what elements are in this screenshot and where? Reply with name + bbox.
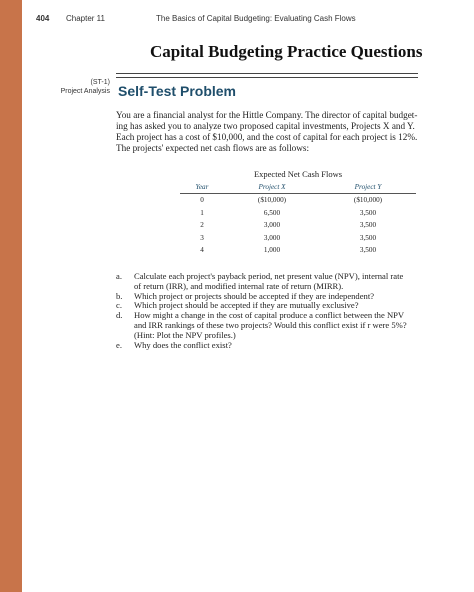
left-margin-bar: [0, 0, 22, 592]
table-cell: 4: [200, 246, 204, 255]
table-cell: 3: [200, 233, 204, 242]
question-item: [116, 272, 426, 292]
column-header-project-x: Project X: [258, 183, 286, 191]
table-cell: ($10,000): [353, 196, 383, 205]
table-cell: 3,500: [359, 221, 377, 230]
table-row: [180, 219, 416, 232]
cash-flow-table: [180, 183, 416, 257]
table-row: [180, 207, 416, 220]
question-text: (Hint: Plot the NPV profiles.): [134, 329, 236, 340]
column-header-year: Year: [195, 183, 209, 191]
chapter-title: The Basics of Capital Budgeting: Evaluating Cash Flows: [156, 14, 356, 23]
table-row: [180, 244, 416, 257]
table-cell: 3,000: [263, 233, 281, 242]
table-cell: 2: [200, 221, 204, 230]
question-letter: a.: [116, 271, 122, 281]
table-header-row: [180, 183, 416, 194]
question-text: and IRR rankings of these two projects? Would this conflict exist if r were 5%?: [134, 319, 407, 330]
margin-note: [36, 78, 110, 96]
chapter-label: Chapter 11: [66, 14, 105, 23]
table-row: [180, 232, 416, 245]
margin-note-label: Project Analysis: [60, 88, 110, 95]
table-cell: ($10,000): [257, 196, 287, 205]
question-text: of return (IRR), and modified internal rate of return (MIRR).: [134, 280, 344, 291]
table-cell: 1: [200, 208, 204, 217]
question-text: Calculate each project's payback period, net present value (NPV), internal rate: [134, 271, 404, 281]
question-text: How might a change in the cost of capital produce a conflict between the NPV: [134, 310, 405, 321]
question-item: [116, 311, 426, 340]
table-cell: 1,000: [263, 246, 281, 255]
question-letter: e.: [116, 339, 122, 350]
question-list: [116, 272, 426, 350]
table-cell: 3,000: [263, 221, 281, 230]
question-letter: d.: [116, 310, 123, 321]
page-title: Capital Budgeting Practice Questions: [150, 42, 423, 61]
title-rule-thin: [116, 77, 418, 78]
table-cell: 3,500: [359, 246, 377, 255]
section-title: Self-Test Problem: [118, 83, 236, 99]
margin-note-code: (ST-1): [90, 79, 110, 86]
question-letter: c.: [116, 300, 122, 311]
table-cell: 3,500: [359, 233, 377, 242]
intro-line: You are a financial analyst for the Hittle Company. The director of capital budget-: [116, 110, 418, 120]
table-cell: 6,500: [263, 208, 281, 217]
table-row: [180, 194, 416, 207]
table-title: Expected Net Cash Flows: [253, 169, 343, 179]
intro-paragraph: [116, 110, 420, 154]
table-cell: 0: [200, 196, 204, 205]
table-cell: 3,500: [359, 208, 377, 217]
column-header-project-y: Project Y: [354, 183, 382, 191]
intro-line: ing has asked you to analyze two proposed capital investments, Projects X and Y.: [116, 121, 415, 131]
title-rule-thick: [116, 73, 418, 74]
page-number: 404: [36, 14, 50, 23]
question-text: Which project or projects should be accepted if they are independent?: [134, 290, 375, 301]
intro-line: Each project has a cost of $10,000, and the cost of capital for each project is 12%.: [116, 132, 418, 142]
question-text: Why does the conflict exist?: [134, 339, 232, 350]
question-item: [116, 341, 426, 351]
question-text: Which project should be accepted if they are mutually exclusive?: [134, 300, 359, 311]
question-letter: b.: [116, 290, 123, 301]
intro-line: The projects' expected net cash flows are as follows:: [116, 143, 309, 153]
